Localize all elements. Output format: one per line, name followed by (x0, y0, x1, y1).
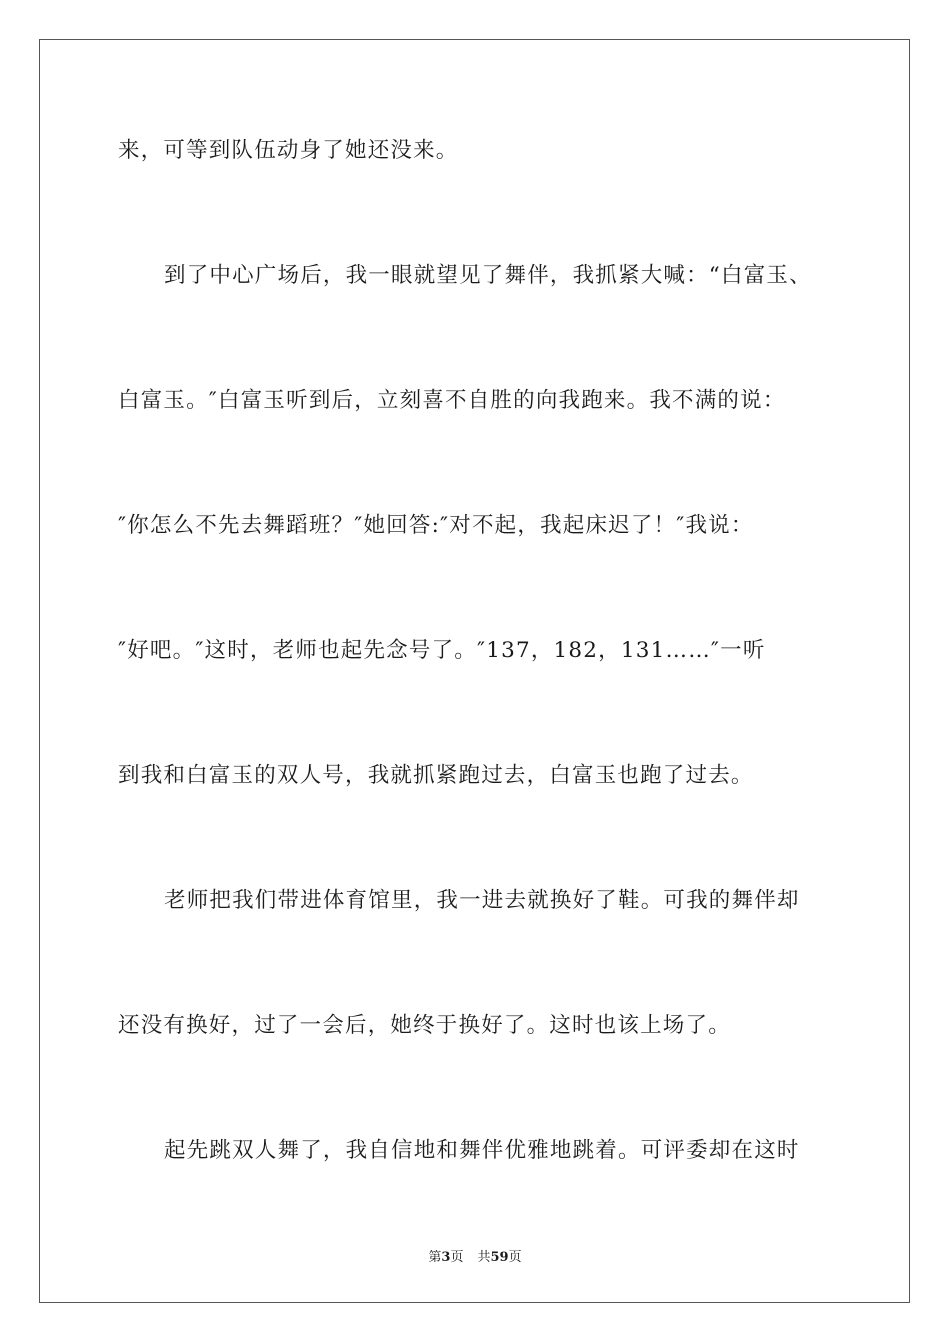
body-text-line: 还没有换好，过了一会后，她终于换好了。这时也该上场了。 (118, 1013, 731, 1038)
total-prefix: 共 (477, 1250, 491, 1265)
body-text-line: ″好吧。″这时，老师也起先念号了。″137，182，131……″一听 (118, 638, 766, 663)
page-number: 3 (441, 1250, 451, 1265)
total-suffix: 页 (508, 1250, 522, 1265)
paragraph-start-line: 老师把我们带进体育馆里，我一进去就换好了鞋。可我的舞伴却 (164, 888, 800, 913)
body-text-line: 来，可等到队伍动身了她还没来。 (118, 138, 459, 163)
total-pages: 59 (490, 1250, 509, 1265)
body-text-line: 到我和白富玉的双人号，我就抓紧跑过去，白富玉也跑了过去。 (118, 763, 754, 788)
page-footer (0, 1250, 950, 1266)
body-text-line: 白富玉。″白富玉听到后，立刻喜不自胜的向我跑来。我不满的说： (118, 388, 786, 413)
paragraph-start-line: 到了中心广场后，我一眼就望见了舞伴，我抓紧大喊：“白富玉、 (164, 263, 812, 288)
body-text-line: ″你怎么不先去舞蹈班？″她回答:″对不起，我起床迟了！″我说： (118, 513, 754, 538)
page-prefix: 第 (428, 1250, 442, 1265)
paragraph-start-line: 起先跳双人舞了，我自信地和舞伴优雅地跳着。可评委却在这时 (164, 1138, 800, 1163)
page-suffix: 页 (450, 1250, 464, 1265)
page-border (39, 39, 910, 1303)
